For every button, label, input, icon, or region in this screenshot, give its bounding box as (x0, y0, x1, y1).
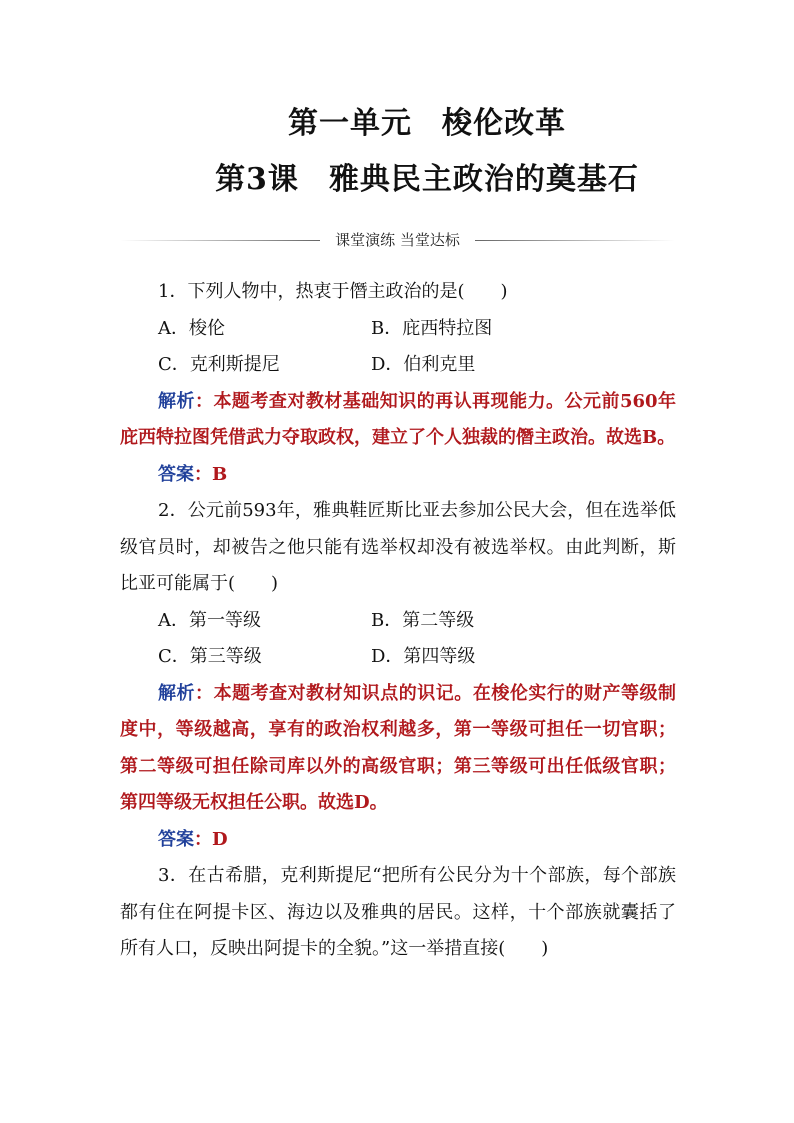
section-label: 课堂演练 当堂达标 (335, 231, 460, 249)
question-stem: 2．公元前593年，雅典鞋匠斯比亚去参加公民大会，但在选举低级官员时，却被告之他只能有选举权却没有被选举权。由此判断，斯比亚可能属于( ) (120, 500, 676, 594)
option-c: C．第三等级 (158, 646, 262, 667)
analysis-label: 解析 (158, 682, 196, 704)
lesson-title-number: 第3课 (215, 162, 299, 197)
question-stem: 3．在古希腊，克利斯提尼“把所有公民分为十个部族，每个部族都有住在阿提卡区、海边以及雅典的居民。这样，十个部族就囊括了所有人口，反映出阿提卡的全貌。”这一举措直接( ) (120, 865, 676, 959)
answer-value: ：B (194, 463, 228, 485)
option-a: A．梭伦 (158, 317, 225, 339)
analysis-text: ：本题考查对教材基础知识的再认再现能力。公元前560年庇西特拉图凭借武力夺取政权，建立了个人独裁的僭主政治。故选B。 (120, 390, 677, 448)
divider-line-left (120, 240, 320, 241)
options-row (120, 639, 676, 676)
option-b: B．第二等级 (371, 609, 475, 631)
analysis-text: ：本题考查对教材知识点的识记。在梭伦实行的财产等级制度中，等级越高，享有的政治权利越多，第一等级可担任一切官职；第二等级可担任除司库以外的高级官职；第三等级可出任低级官职；第四等级无权担任公职。故选D。 (120, 682, 677, 813)
option-c: C．克利斯提尼 (158, 354, 280, 375)
analysis (120, 676, 676, 822)
answer-label: 答案 (158, 828, 194, 850)
option-d: D．伯利克里 (371, 354, 476, 375)
options-row (120, 603, 676, 640)
option-d: D．第四等级 (371, 646, 476, 667)
unit-title-name: 梭伦改革 (442, 106, 566, 141)
section-divider (120, 229, 675, 251)
question-2 (120, 493, 676, 858)
option-b: B．庇西特拉图 (371, 317, 493, 339)
unit-title-number: 第一单元 (288, 106, 412, 141)
options-row (120, 311, 676, 348)
question-1 (120, 274, 676, 493)
answer (120, 822, 676, 859)
analysis-label: 解析 (158, 390, 195, 412)
divider-line-right (475, 240, 675, 241)
question-stem: 1．下列人物中，热衷于僭主政治的是( ) (158, 281, 508, 302)
analysis (120, 384, 676, 457)
question-3 (120, 858, 676, 968)
options-row (120, 347, 676, 384)
option-a: A．第一等级 (158, 609, 261, 631)
lesson-title (0, 154, 794, 198)
answer-value: ：D (194, 828, 228, 850)
answer-label: 答案 (158, 463, 194, 485)
lesson-title-name: 雅典民主政治的奠基石 (328, 162, 639, 197)
answer (120, 457, 676, 494)
unit-title (0, 98, 794, 142)
question-list (120, 274, 676, 968)
